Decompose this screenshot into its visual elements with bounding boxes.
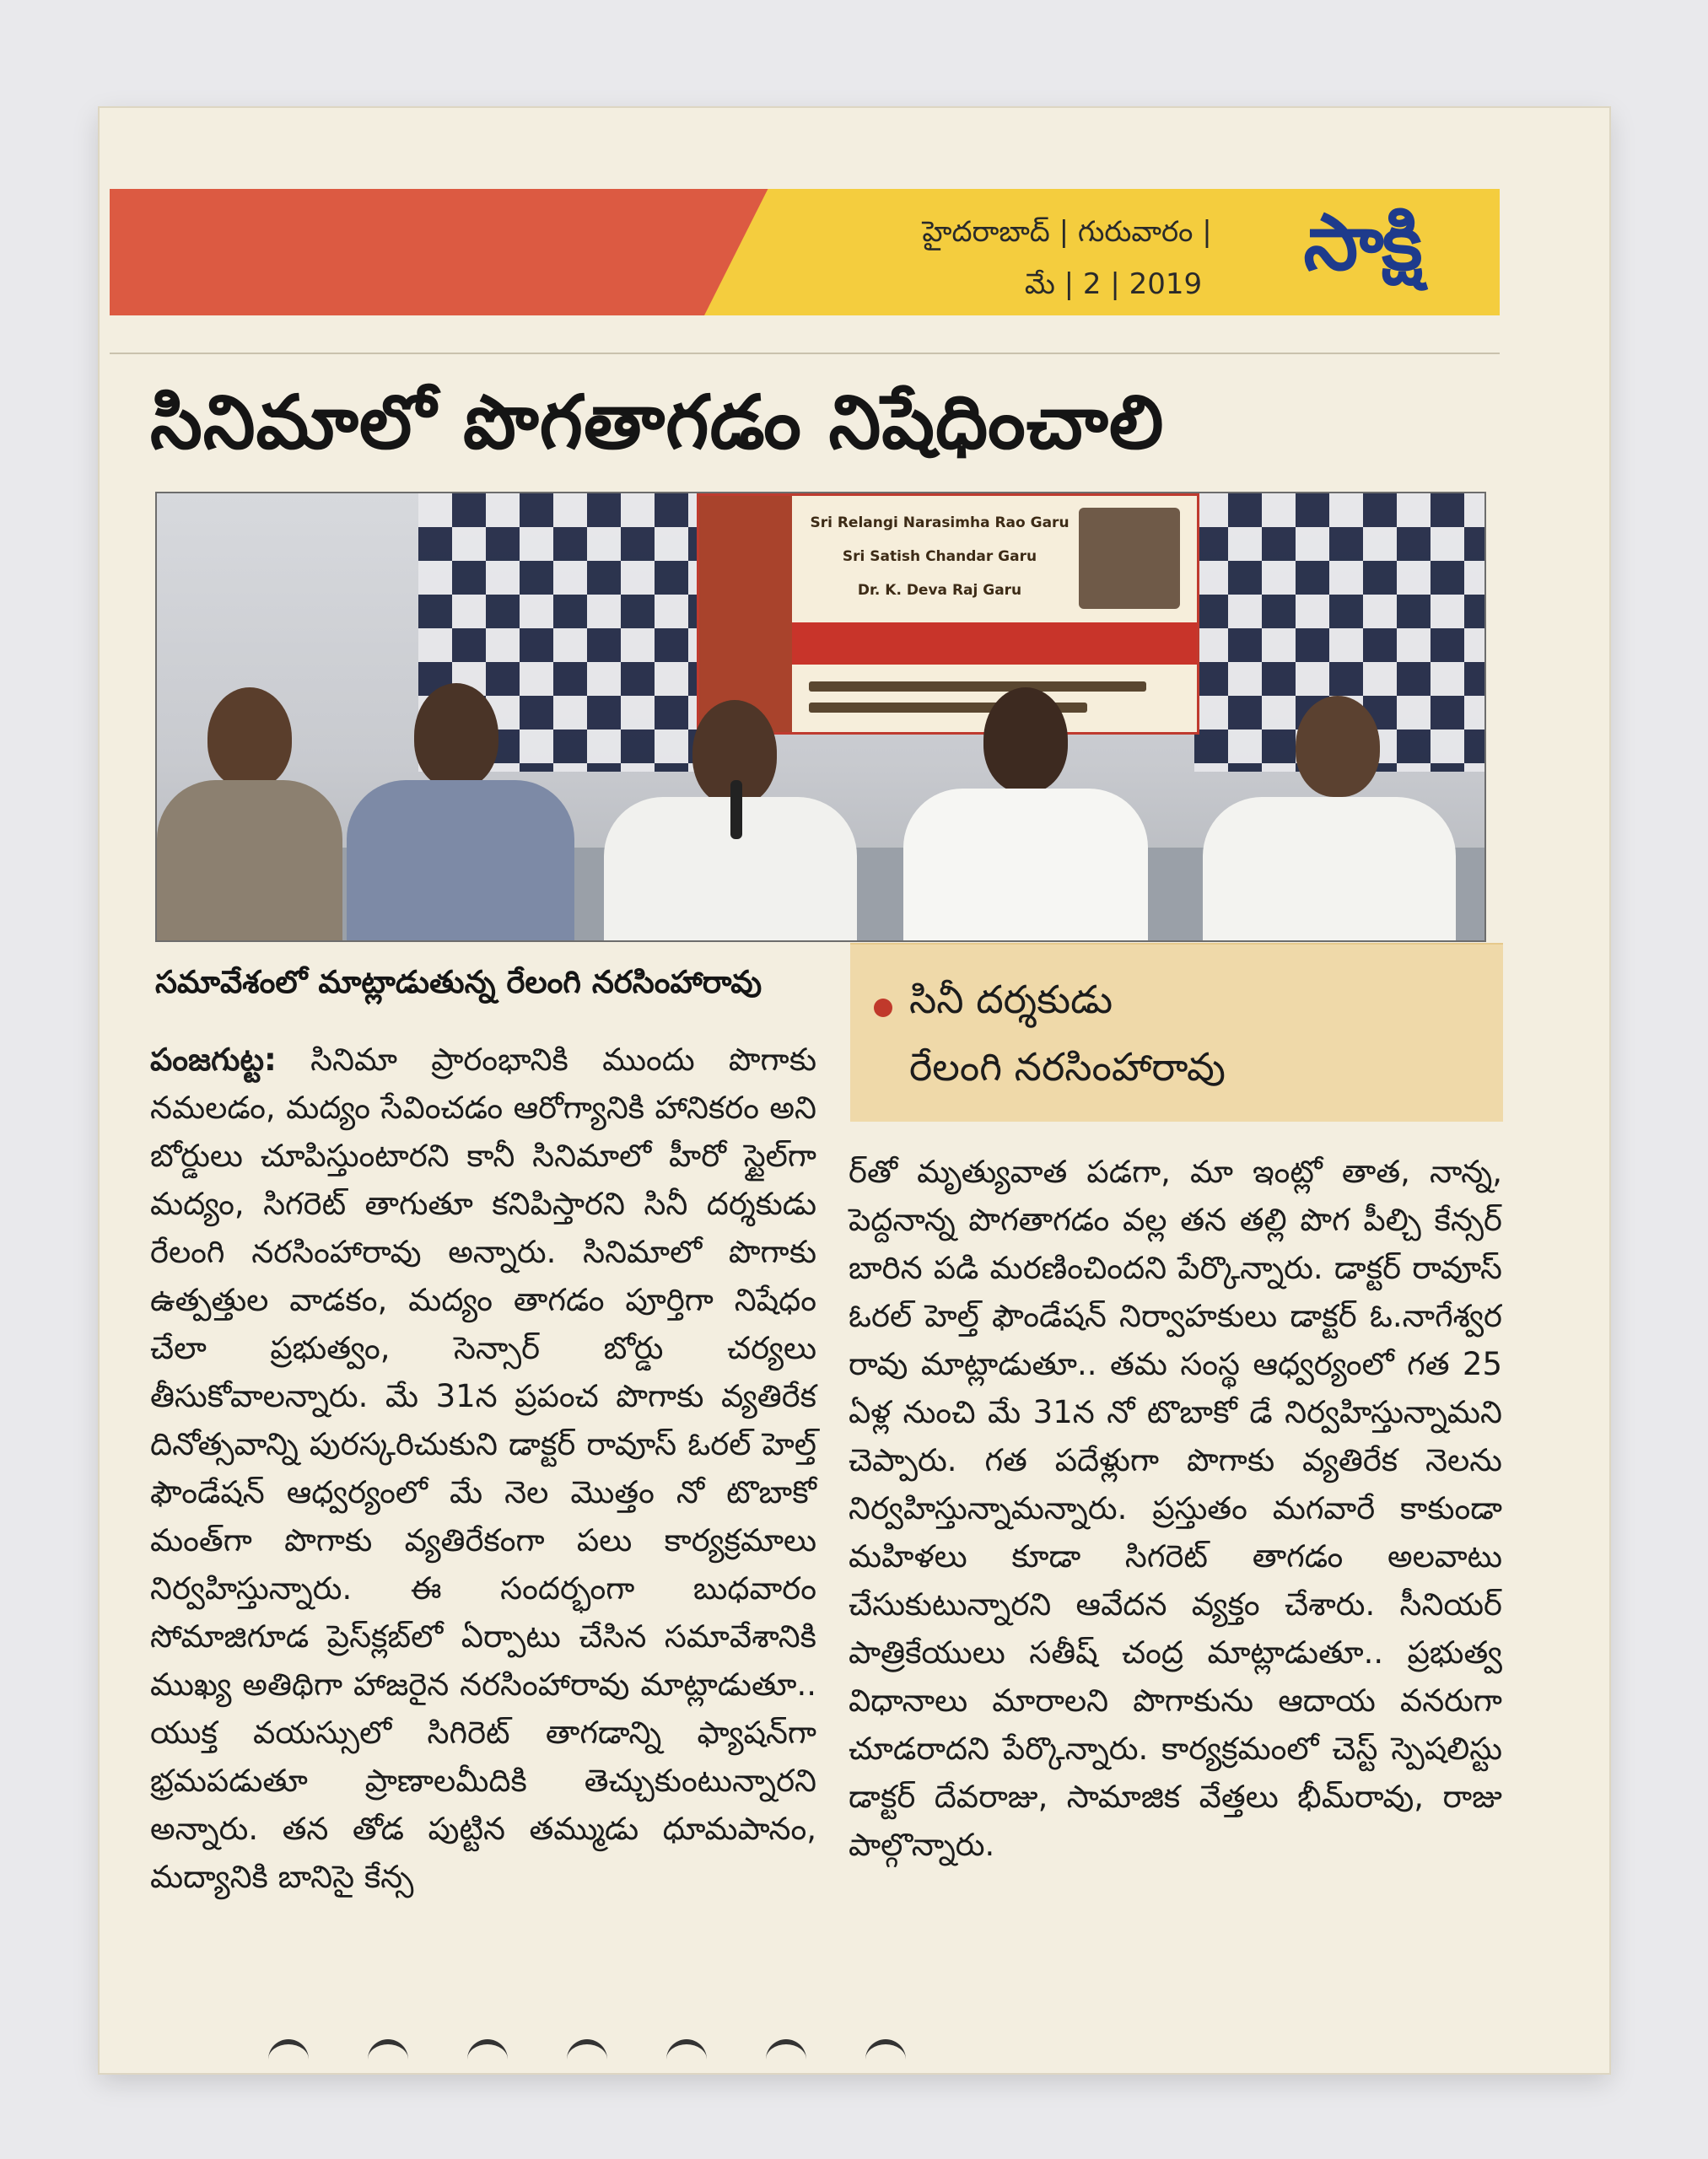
article-headline: సినిమాలో పొగతాగడం నిషేధించాలి: [150, 379, 1165, 466]
person-speaker: [595, 662, 865, 940]
header-rule: [110, 353, 1500, 354]
banner-portrait: [1079, 508, 1180, 609]
dateline-date: మే | 2 | 2019: [1024, 267, 1203, 301]
pull-quote-line-1: సినీ దర్శకుడు: [909, 977, 1113, 1022]
person-body: [1203, 797, 1456, 940]
newspaper-clipping: [100, 108, 1609, 2073]
person-4: [899, 662, 1152, 940]
next-article-fragment: [268, 2039, 1112, 2073]
pull-quote-line-2: రేలంగి నరసింహారావు: [909, 1044, 1226, 1090]
person-body: [157, 780, 342, 940]
banner-name-2: Sri Satish Chandar Garu: [842, 548, 1037, 565]
left-column-text: సినిమా ప్రారంభానికి ముందు పొగాకు నమలడం, మద్యం సేవించడం ఆరోగ్యానికి హానికరం అని బోర్డులు చూపిస్తుంటారని కానీ సినిమాలో హీరో స్టైల్‌గా మద్యం, సిగరెట్ తాగుతూ కనిపిస్తారని సినీ దర్శకుడు రేలంగి నరసింహారావు అన్నారు. సినిమాలో పొగాకు ఉత్పత్తుల వాడకం, మద్యం తాగడం పూర్తిగా నిషేధం చేలా ప్రభుత్వం, సెన్సార్ బోర్డు చర్యలు తీసుకోవాలన్నారు. మే 31న ప్రపంచ పొగాకు వ్యతిరేక దినోత్సవాన్ని పురస్కరిచుకుని డాక్టర్ రావూస్ ఓరల్ హెల్త్ ఫౌండేషన్ ఆధ్వర్యంలో మే నెల మొత్తం నో టొబాకో మంత్‌గా పొగాకు వ్యతిరేకంగా పలు కార్యక్రమాలు నిర్వహిస్తున్నారు. ఈ సందర్భంగా బుధవారం సోమాజిగూడ ప్రెస్‌క్లబ్‌లో ఏర్పాటు చేసిన సమావేశానికి ముఖ్య అతిథిగా హాజరైన నరసింహారావు మాట్లాడుతూ.. యుక్త వయస్సులో సిగిరెట్ తాగడాన్ని ఫ్యాషన్‌గా భ్రమపడుతూ ప్రాణాలమీదికి తెచ్చుకుంటున్నారని అన్నారు. తన తోడ పుట్టిన తమ్ముడు ధూమపానం, మద్యానికి బానిసై కేన్స: [150, 1042, 817, 1895]
byline: పంజగుట్ట:: [150, 1042, 277, 1078]
banner-name-3: Dr. K. Deva Raj Garu: [857, 582, 1022, 599]
person-1: [157, 662, 351, 940]
banner-name-1: Sri Relangi Narasimha Rao Garu: [810, 514, 1070, 531]
article-column-right: [849, 1148, 1502, 1869]
right-column-text: ర్‌తో మృత్యువాత పడగా, మా ఇంట్లో తాత, నాన్న, పెద్దనాన్న పొగతాగడం వల్ల తన తల్లి పొగ పీల్చి కేన్సర్ బారిన పడి మరణించిందని పేర్కొన్నారు. డాక్టర్ రావూస్ ఓరల్ హెల్త్ ఫౌండేషన్ నిర్వాహకులు డాక్టర్ ఓ.నాగేశ్వర రావు మాట్లాడుతూ.. తమ సంస్థ ఆధ్వర్యంలో గత 25 ఏళ్ల నుంచి మే 31న నో టొబాకో డే నిర్వహిస్తున్నామని చెప్పారు. గత పదేళ్లుగా పొగాకు వ్యతిరేక నెలను నిర్వహిస్తున్నామన్నారు. ప్రస్తుతం మగవారే కాకుండా మహిళలు కూడా సిగరెట్ తాగడం అలవాటు చేసుకుటున్నారని ఆవేదన వ్యక్తం చేశారు. సీనియర్ పాత్రికేయులు సతీష్ చంద్ర మాట్లాడుతూ.. ప్రభుత్వ విధానాలు మారాలని పొగాకును ఆదాయ వనరుగా చూడరాదని పేర్కొన్నారు. కార్యక్రమంలో చెస్ట్ స్పెషలిస్టు డాక్టర్ దేవరాజు, సామాజిక వేత్తలు భీమ్‌రావు, రాజు పాల్గొన్నారు.: [849, 1154, 1502, 1863]
dateline-city-day: హైదరాబాద్ | గురువారం |: [922, 215, 1212, 249]
person-5: [1194, 662, 1464, 940]
pull-quote-box: [850, 943, 1503, 1122]
person-head: [207, 687, 292, 789]
article-column-left: [150, 1036, 816, 1901]
person-body: [347, 780, 574, 940]
banner-names: [800, 506, 1079, 607]
person-head: [414, 683, 498, 789]
person-2: [334, 662, 579, 940]
bullet-dot-icon: [874, 999, 892, 1017]
banner-red-strip: [792, 622, 1197, 665]
person-head: [1296, 696, 1380, 797]
newspaper-masthead: సాక్షి: [1303, 197, 1421, 288]
microphone: [730, 780, 742, 839]
person-head: [983, 687, 1068, 793]
masthead-band: [110, 189, 1500, 315]
photo-caption: సమావేశంలో మాట్లాడుతున్న రేలంగి నరసింహారావు: [155, 964, 762, 1000]
press-meet-photo: [155, 492, 1486, 942]
person-body: [903, 789, 1148, 940]
